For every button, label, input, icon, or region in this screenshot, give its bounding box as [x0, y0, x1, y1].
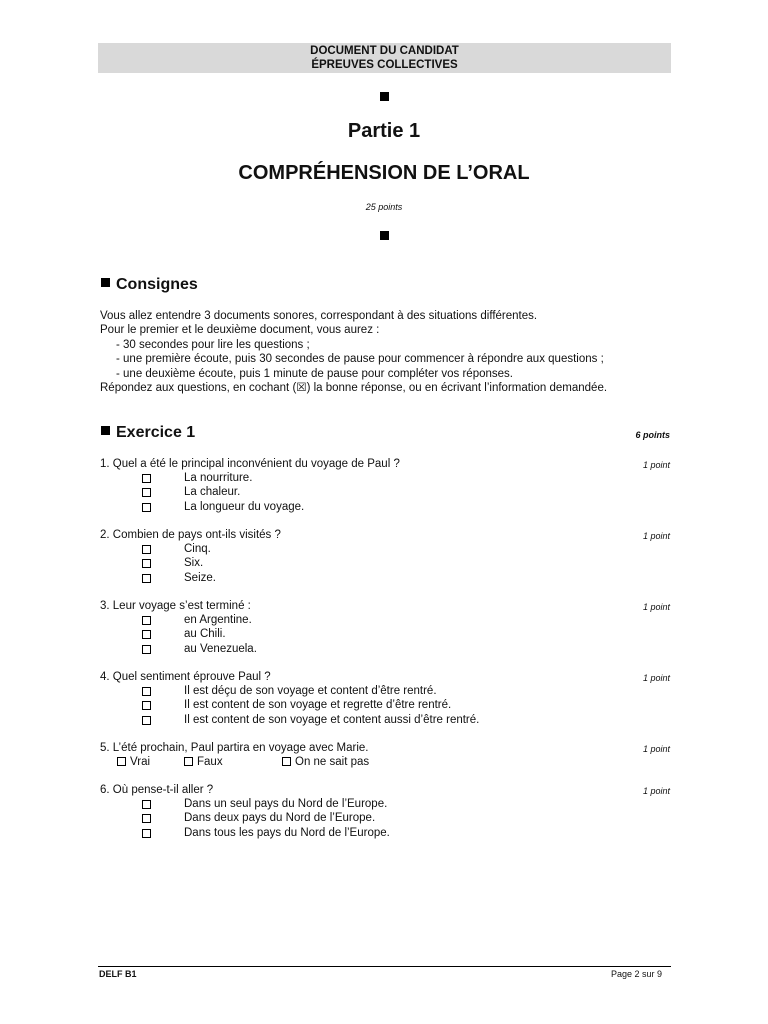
consigne-line: - une deuxième écoute, puis 1 minute de pause pour compléter vos réponses. [116, 367, 513, 380]
question-points: 1 point [642, 531, 670, 541]
answer-option-on-ne-sait-pas: On ne sait pas [282, 755, 369, 769]
question-5 [100, 741, 670, 769]
answer-option: au Chili. [100, 627, 670, 641]
answer-option: Il est content de son voyage et content aussi d’être rentré. [100, 713, 670, 727]
checkbox[interactable] [142, 559, 151, 568]
answer-option: Cinq. [100, 542, 670, 556]
question-text: 3. Leur voyage s’est terminé : [100, 600, 251, 612]
consignes-text [100, 309, 660, 395]
answer-option: La nourriture. [100, 471, 670, 485]
checkbox[interactable] [142, 488, 151, 497]
answer-option-vrai: Vrai [117, 755, 150, 769]
checkbox[interactable] [142, 716, 151, 725]
checkbox[interactable] [142, 545, 151, 554]
question-text: 1. Quel a été le principal inconvénient du voyage de Paul ? [100, 458, 400, 470]
answer-option: Six. [100, 556, 670, 570]
section-title: COMPRÉHENSION DE L’ORAL [238, 162, 530, 184]
question-text: 2. Combien de pays ont-ils visités ? [100, 529, 281, 541]
consigne-line: - 30 secondes pour lire les questions ; [116, 338, 310, 351]
checkbox[interactable] [184, 757, 193, 766]
question-2 [100, 528, 670, 585]
answer-option: La longueur du voyage. [100, 500, 670, 514]
checkbox[interactable] [142, 800, 151, 809]
answer-option: en Argentine. [100, 613, 670, 627]
answer-option: Seize. [100, 571, 670, 585]
header-line-1: DOCUMENT DU CANDIDAT [310, 45, 459, 57]
exercice-heading: Exercice 1 [101, 424, 195, 442]
answer-option: Il est content de son voyage et regrette d’être rentré. [100, 698, 670, 712]
answer-option-faux: Faux [184, 755, 223, 769]
square-bullet-icon [0, 92, 768, 101]
question-3 [100, 599, 670, 656]
consigne-line: - une première écoute, puis 30 secondes de pause pour commencer à répondre aux questions ; [116, 353, 604, 366]
consigne-line: Répondez aux questions, en cochant (☒) la bonne réponse, ou en écrivant l’information demandée. [100, 382, 608, 395]
answer-option: au Venezuela. [100, 642, 670, 656]
square-bullet-icon [101, 426, 110, 435]
question-points: 1 point [642, 786, 670, 796]
checkbox[interactable] [142, 687, 151, 696]
checkbox[interactable] [282, 757, 291, 766]
part-title: Partie 1 [347, 120, 421, 142]
document-header [98, 43, 671, 73]
answer-option: Dans deux pays du Nord de l’Europe. [100, 811, 670, 825]
question-text: 5. L’été prochain, Paul partira en voyage avec Marie. [100, 742, 369, 754]
checkbox[interactable] [142, 814, 151, 823]
consigne-line: Vous allez entendre 3 documents sonores, correspondant à des situations différentes. [100, 310, 538, 322]
question-1 [100, 457, 670, 514]
answer-option: La chaleur. [100, 485, 670, 499]
checkbox[interactable] [142, 574, 151, 583]
checkbox[interactable] [142, 630, 151, 639]
checkbox[interactable] [142, 701, 151, 710]
checkbox[interactable] [142, 474, 151, 483]
checkbox[interactable] [117, 757, 126, 766]
checkbox[interactable] [142, 503, 151, 512]
answer-option: Dans un seul pays du Nord de l’Europe. [100, 797, 670, 811]
exercice-points: 6 points [635, 430, 670, 440]
checkbox[interactable] [142, 645, 151, 654]
question-points: 1 point [642, 673, 670, 683]
consignes-heading: Consignes [101, 276, 198, 294]
answer-option: Dans tous les pays du Nord de l’Europe. [100, 826, 670, 840]
square-bullet-icon [101, 278, 110, 287]
answer-option: Il est déçu de son voyage et content d’être rentré. [100, 684, 670, 698]
footer-exam-level: DELF B1 [99, 969, 137, 979]
checkbox[interactable] [142, 616, 151, 625]
consigne-line: Pour le premier et le deuxième document, vous aurez : [100, 324, 380, 337]
question-4 [100, 670, 670, 727]
question-text: 6. Où pense-t-il aller ? [100, 784, 214, 796]
question-points: 1 point [642, 602, 670, 612]
question-points: 1 point [642, 744, 670, 754]
checkbox[interactable] [142, 829, 151, 838]
question-text: 4. Quel sentiment éprouve Paul ? [100, 671, 271, 683]
total-points: 25 points [365, 202, 403, 212]
footer-divider [98, 966, 671, 967]
question-points: 1 point [642, 460, 670, 470]
header-line-2: ÉPREUVES COLLECTIVES [311, 59, 458, 71]
square-bullet-icon [0, 231, 768, 240]
question-6 [100, 783, 670, 840]
footer-page-number: Page 2 sur 9 [610, 969, 662, 979]
